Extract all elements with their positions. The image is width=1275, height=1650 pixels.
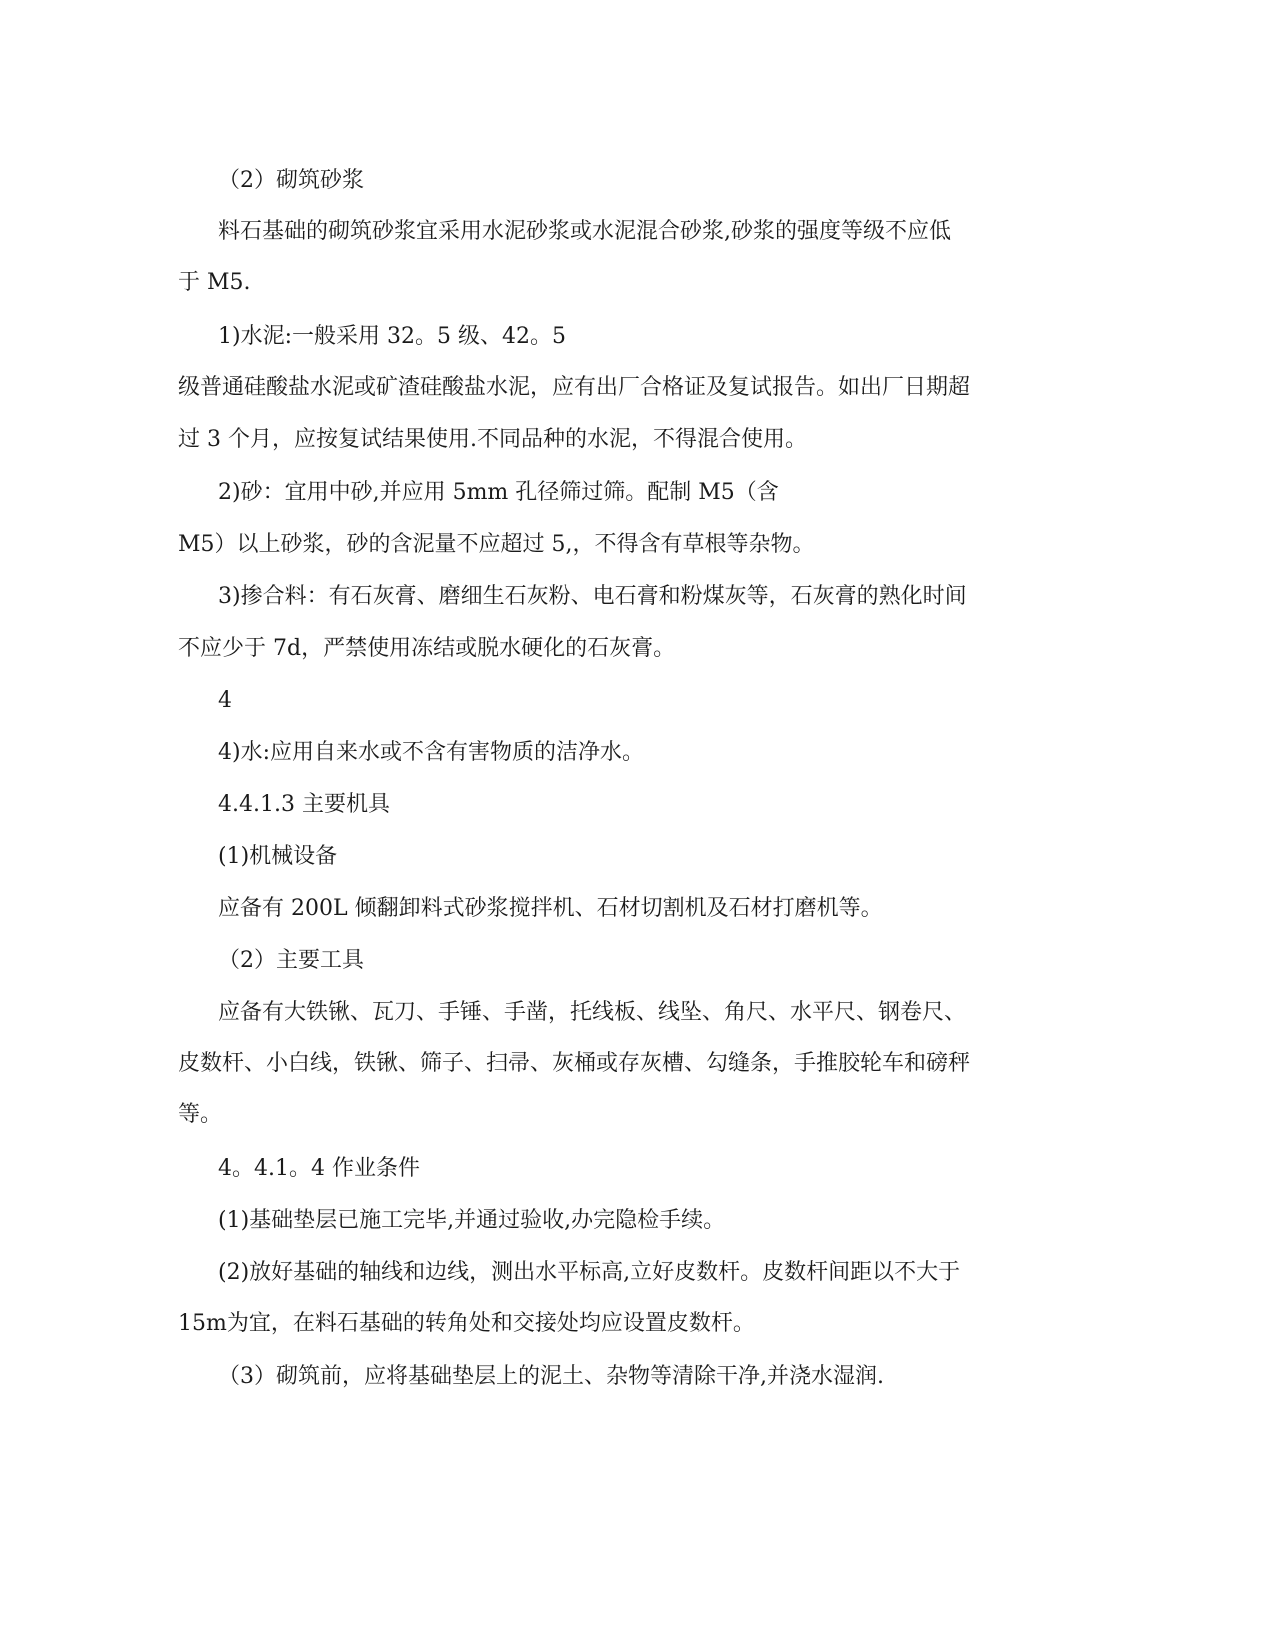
paragraph-line: 料石基础的砌筑砂浆宜采用水泥砂浆或水泥混合砂浆,砂浆的强度等级不应低 xyxy=(218,219,951,244)
list-item-water: 4)水:应用自来水或不含有害物质的洁净水。 xyxy=(218,740,644,765)
list-item-condition-1: (1)基础垫层已施工完毕,并通过验收,办完隐检手续。 xyxy=(218,1208,726,1233)
list-item-condition-3: （3）砌筑前，应将基础垫层上的泥土、杂物等清除干净,并浇水湿润. xyxy=(218,1364,884,1389)
list-item-condition-2: (2)放好基础的轴线和边线，测出水平标高,立好皮数杆。皮数杆间距以不大于 xyxy=(218,1260,961,1285)
paragraph-line: 过 3 个月，应按复试结果使用.不同品种的水泥，不得混合使用。 xyxy=(178,427,807,452)
paragraph-line: 应备有大铁锹、瓦刀、手锤、手凿，托线板、线坠、角尺、水平尺、钢卷尺、 xyxy=(218,1000,967,1025)
section-heading-conditions: 4。4.1。4 作业条件 xyxy=(218,1156,420,1181)
subheading-machinery: (1)机械设备 xyxy=(218,844,338,869)
paragraph-line: 级普通硅酸盐水泥或矿渣硅酸盐水泥，应有出厂合格证及复试报告。如出厂日期超 xyxy=(178,375,971,400)
paragraph-line: 等。 xyxy=(178,1102,223,1127)
paragraph-line: 15m为宜，在料石基础的转角处和交接处均应设置皮数杆。 xyxy=(178,1311,755,1336)
list-item-admixture: 3)掺合料：有石灰膏、磨细生石灰粉、电石膏和粉煤灰等，石灰膏的熟化时间 xyxy=(218,584,967,609)
subheading-main-tools: （2）主要工具 xyxy=(218,948,364,973)
paragraph-line: 应备有 200L 倾翻卸料式砂浆搅拌机、石材切割机及石材打磨机等。 xyxy=(218,896,883,921)
page-number: 4 xyxy=(218,688,232,713)
paragraph-line: 皮数杆、小白线，铁锹、筛子、扫帚、灰桶或存灰槽、勾缝条，手推胶轮车和磅秤 xyxy=(178,1051,971,1076)
list-item-cement: 1)水泥:一般采用 32。5 级、42。5 xyxy=(218,324,566,349)
paragraph-line: 于 M5. xyxy=(178,270,251,295)
section-heading-mortar: （2）砌筑砂浆 xyxy=(218,168,364,193)
list-item-sand: 2)砂：宜用中砂,并应用 5mm 孔径筛过筛。配制 M5（含 xyxy=(218,480,779,505)
section-heading-tools: 4.4.1.3 主要机具 xyxy=(218,792,390,817)
paragraph-line: 不应少于 7d，严禁使用冻结或脱水硬化的石灰膏。 xyxy=(178,636,676,661)
paragraph-line: M5）以上砂浆，砂的含泥量不应超过 5,，不得含有草根等杂物。 xyxy=(178,532,815,557)
